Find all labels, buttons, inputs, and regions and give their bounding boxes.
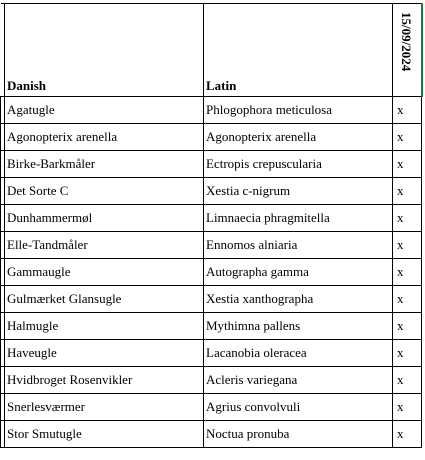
- latin-name-cell[interactable]: Noctua pronuba: [204, 421, 393, 448]
- latin-name-cell[interactable]: Xestia c-nigrum: [204, 178, 393, 205]
- danish-name-cell[interactable]: Gulmærket Glansugle: [5, 286, 204, 313]
- latin-name-cell[interactable]: Autographa gamma: [204, 259, 393, 286]
- danish-name-cell[interactable]: Snerlesværmer: [5, 394, 204, 421]
- danish-name-cell[interactable]: Gammaugle: [5, 259, 204, 286]
- danish-name-cell[interactable]: Agonopterix arenella: [5, 124, 204, 151]
- table-row: [1, 394, 422, 421]
- latin-name-cell[interactable]: Ectropis crepuscularia: [204, 151, 393, 178]
- latin-name-cell[interactable]: Lacanobia oleracea: [204, 340, 393, 367]
- table-row: [1, 421, 422, 448]
- observation-mark-cell[interactable]: x: [393, 259, 422, 286]
- danish-name-cell[interactable]: Stor Smutugle: [5, 421, 204, 448]
- table-row: [1, 232, 422, 259]
- observation-mark-cell[interactable]: x: [393, 232, 422, 259]
- column-header-date[interactable]: [393, 4, 422, 97]
- observation-mark-cell[interactable]: x: [393, 367, 422, 394]
- table-row: [1, 286, 422, 313]
- latin-name-cell[interactable]: Mythimna pallens: [204, 313, 393, 340]
- danish-name-cell[interactable]: Hvidbroget Rosenvikler: [5, 367, 204, 394]
- species-table: [0, 3, 423, 448]
- column-header-latin[interactable]: Latin: [204, 4, 393, 97]
- latin-name-cell[interactable]: Agrius convolvuli: [204, 394, 393, 421]
- danish-name-cell[interactable]: Det Sorte C: [5, 178, 204, 205]
- latin-name-cell[interactable]: Ennomos alniaria: [204, 232, 393, 259]
- table-row: [1, 97, 422, 124]
- table-row: [1, 151, 422, 178]
- observation-mark-cell[interactable]: x: [393, 151, 422, 178]
- table-row: [1, 178, 422, 205]
- table-row: [1, 340, 422, 367]
- observation-mark-cell[interactable]: x: [393, 286, 422, 313]
- table-row: [1, 205, 422, 232]
- table-row: [1, 259, 422, 286]
- header-row: [1, 4, 422, 97]
- table-row: [1, 124, 422, 151]
- observation-mark-cell[interactable]: x: [393, 97, 422, 124]
- column-header-danish[interactable]: Danish: [5, 4, 204, 97]
- danish-name-cell[interactable]: Dunhammermøl: [5, 205, 204, 232]
- danish-name-cell[interactable]: Halmugle: [5, 313, 204, 340]
- table-row: [1, 313, 422, 340]
- observation-mark-cell[interactable]: x: [393, 124, 422, 151]
- latin-name-cell[interactable]: Acleris variegana: [204, 367, 393, 394]
- observation-mark-cell[interactable]: x: [393, 205, 422, 232]
- observation-mark-cell[interactable]: x: [393, 340, 422, 367]
- latin-name-cell[interactable]: Agonopterix arenella: [204, 124, 393, 151]
- observation-mark-cell[interactable]: x: [393, 421, 422, 448]
- latin-name-cell[interactable]: Limnaecia phragmitella: [204, 205, 393, 232]
- date-label: 15/09/2024: [399, 12, 414, 72]
- danish-name-cell[interactable]: Birke-Barkmåler: [5, 151, 204, 178]
- latin-name-cell[interactable]: Phlogophora meticulosa: [204, 97, 393, 124]
- danish-name-cell[interactable]: Agatugle: [5, 97, 204, 124]
- observation-mark-cell[interactable]: x: [393, 178, 422, 205]
- table-row: [1, 367, 422, 394]
- danish-name-cell[interactable]: Elle-Tandmåler: [5, 232, 204, 259]
- observation-mark-cell[interactable]: x: [393, 313, 422, 340]
- danish-name-cell[interactable]: Haveugle: [5, 340, 204, 367]
- latin-name-cell[interactable]: Xestia xanthographa: [204, 286, 393, 313]
- observation-mark-cell[interactable]: x: [393, 394, 422, 421]
